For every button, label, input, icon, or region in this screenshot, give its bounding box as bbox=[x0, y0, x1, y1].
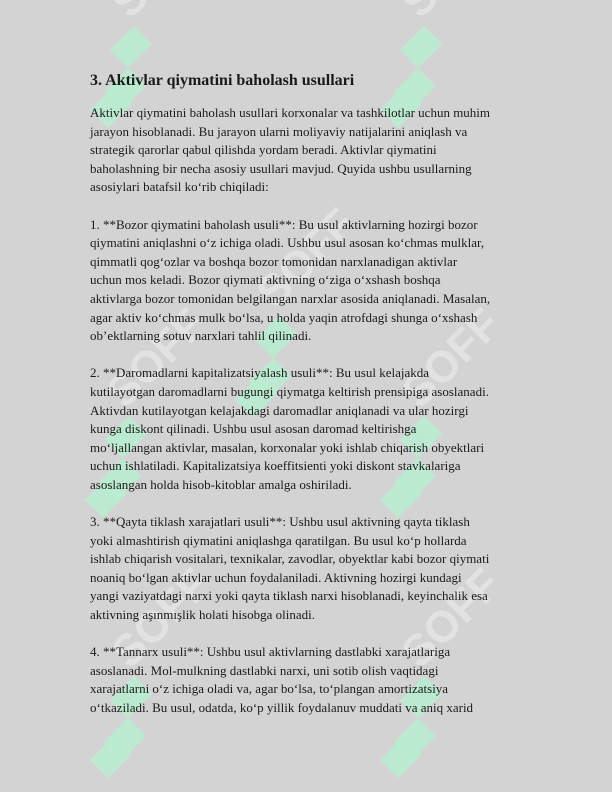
intro-paragraph: Aktivlar qiymatini baholash usullari korxonalar va tashkilotlar uchun muhim jarayon hisoblanadi. Bu jarayon ularni moliyaviy natijalarini aniqlash va strategik qarorlar qabul qilishda yordam beradi. Aktivlar qiymatini baholashning bir necha asosiy usullari mavjud. Quyida ushbu usullarning asosiylari batafsil ko‘rib chiqiladi: bbox=[90, 105, 491, 195]
section-heading: 3. Aktivlar qiymatini baholash usullari bbox=[90, 72, 355, 89]
method-replacement-cost-paragraph: 3. **Qayta tiklash xarajatlari usuli**: Ushbu usul aktivning qayta tiklash yoki almashtirish qiymatini aniqlashga qaratilgan. Bu usul ko‘p hollarda ishlab chiqarish vositalari, texnikalar, zavodlar, obyektlar kabi bozor qiymati noaniq bo‘lgan aktivlar uchun foydalaniladi. Aktivning hozirgi kundagi yangi vaziyatdagi narxi yoki qayta tiklash narxi hisoblanadi, keyinchalik esa aktivning aşınmışlik holati hisobga olinadi. bbox=[90, 514, 490, 623]
document-body bbox=[90, 70, 526, 736]
method-income-capitalization-paragraph: 2. **Daromadlarni kapitalizatsiyalash usuli**: Bu usul kelajakda kutilayotgan daromadlarni bugungi qiymatga keltirish prensipiga asoslanadi. Aktivdan kutilayotgan kelajakdagi daromadlar aniqlanadi va ular hozirgi kunga diskont qilinadi. Ushbu usul asosan daromad keltirishga mo‘ljallangan aktivlar, masalan, korxonalar yoki ishlab chiqarish obyektlari uchun ishlatiladi. Kapitalizatsiya koeffitsienti yoki diskont stavkalariga asoslangan holda hisob-kitoblar amalga oshiriladi. bbox=[90, 365, 489, 492]
method-market-value-paragraph: 1. **Bozor qiymatini baholash usuli**: Bu usul aktivlarning hozirgi bozor qiymatini aniqlashni o‘z ichiga oladi. Ushbu usul asosan ko‘chmas mulklar, qimmatli qog‘ozlar va boshqa bozor tomonidan narxlanadigan aktivlar uchun mos keladi. Bozor qiymati aktivning o‘ziga o‘xshash boshqa aktivlarga bozor tomonidan belgilangan narxlar asosida aniqlanadi. Masalan, agar aktiv ko‘chmas mulk bo‘lsa, u holda yaqin atrofdagi shunga o‘xshash ob’ektlarning sotuv narxlari tahlil qilinadi. bbox=[90, 216, 491, 344]
method-historical-cost-paragraph: 4. **Tannarx usuli**: Ushbu usul aktivlarning dastlabki xarajatlariga asoslanadi. Mol-mulkning dastlabki narxi, uni sotib olish vaqtidagi xarajatlarni o‘z ichiga oladi va, agar bo‘lsa, to‘plangan amortizatsiya o‘tkaziladi. Bu usul, odatda, ko‘p yillik foydalanuv muddati va aniq xarid bbox=[90, 644, 474, 715]
